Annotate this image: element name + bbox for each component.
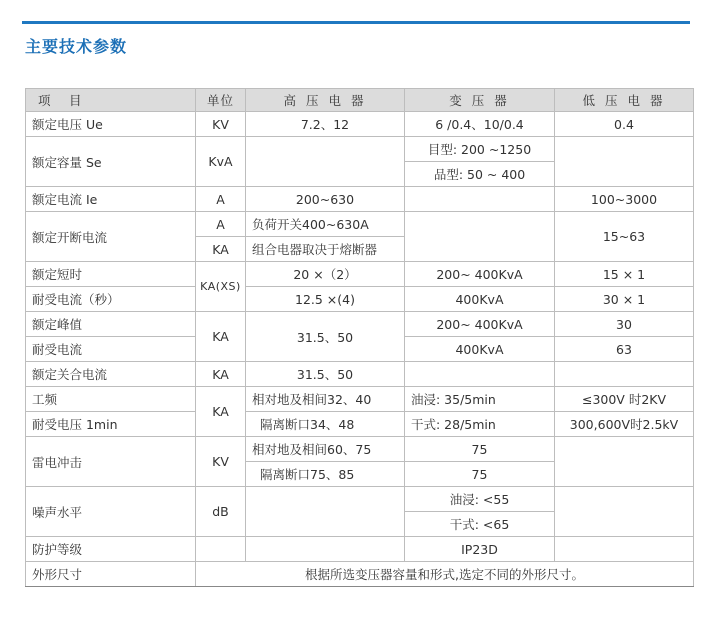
table-row [26,112,694,137]
tr-cell: 400KvA [405,337,555,362]
unit-cell: KA [196,312,246,362]
header-row [26,89,694,112]
row-label: 额定峰值 [26,312,196,337]
hv-cell: 组合电器取决于熔断器 [246,237,405,262]
page-title: 主要技术参数 [25,37,128,56]
row-label: 额定短时 [26,262,196,287]
table-row [26,312,694,337]
table-row [26,562,694,587]
table-row [26,487,694,512]
lv-cell-empty [555,437,694,487]
hv-cell-empty [246,137,405,187]
unit-cell: dB [196,487,246,537]
unit-cell: KvA [196,137,246,187]
lv-cell: 15~63 [555,212,694,262]
tr-cell: 75 [405,462,555,487]
dimensions-note: 根据所选变压器容量和形式,选定不同的外形尺寸。 [196,562,694,587]
lv-cell-empty [555,137,694,187]
tr-cell-empty [405,362,555,387]
hv-cell-empty [246,487,405,537]
row-label: 耐受电压 1min [26,412,196,437]
table-row [26,262,694,287]
lv-cell-empty [555,537,694,562]
row-label: 雷电冲击 [26,437,196,487]
unit-cell: KA(XS) [196,262,246,312]
unit-cell: KA [196,387,246,437]
hv-cell: 12.5 ×(4) [246,287,405,312]
row-label: 额定容量 Se [26,137,196,187]
tr-cell: 品型: 50 ~ 400 [405,162,555,187]
hv-cell: 20 ×（2） [246,262,405,287]
tr-cell-empty [405,212,555,262]
tr-cell: 目型: 200 ~1250 [405,137,555,162]
unit-cell: A [196,212,246,237]
tr-cell: 干式: 28/5min [405,412,555,437]
lv-cell: 0.4 [555,112,694,137]
header-unit: 单位 [196,89,246,112]
row-label: 外形尺寸 [26,562,196,587]
table-row [26,412,694,437]
row-label: 额定电流 Ie [26,187,196,212]
tr-cell: 6 /0.4、10/0.4 [405,112,555,137]
tr-cell: 干式: <65 [405,512,555,537]
lv-cell-empty [555,487,694,537]
hv-cell: 7.2、12 [246,112,405,137]
header-transformer: 变 压 器 [405,89,555,112]
lv-cell: 30 × 1 [555,287,694,312]
table-row [26,287,694,312]
hv-cell: 相对地及相间32、40 [246,387,405,412]
spec-table [25,88,694,587]
tr-cell: 400KvA [405,287,555,312]
lv-cell: ≤300V 时2KV [555,387,694,412]
tr-cell: IP23D [405,537,555,562]
table-row [26,212,694,237]
lv-cell: 100~3000 [555,187,694,212]
tr-cell: 200~ 400KvA [405,262,555,287]
row-label: 噪声水平 [26,487,196,537]
row-label: 耐受电流 [26,337,196,362]
table-row [26,137,694,162]
header-lv: 低 压 电 器 [555,89,694,112]
tr-cell: 油浸: <55 [405,487,555,512]
row-label: 防护等级 [26,537,196,562]
hv-cell: 200~630 [246,187,405,212]
hv-cell: 隔离断口75、85 [246,462,405,487]
unit-cell: KA [196,237,246,262]
table-row [26,437,694,462]
hv-cell: 31.5、50 [246,362,405,387]
lv-cell-empty [555,362,694,387]
tr-cell: 油浸: 35/5min [405,387,555,412]
hv-cell: 31.5、50 [246,312,405,362]
header-item: 项 目 [26,89,196,112]
hv-cell: 隔离断口34、48 [246,412,405,437]
table-row [26,362,694,387]
table-row [26,387,694,412]
row-label: 额定开断电流 [26,212,196,262]
table-row [26,537,694,562]
lv-cell: 300,600V时2.5kV [555,412,694,437]
table-row [26,187,694,212]
tr-cell: 75 [405,437,555,462]
header-hv: 高 压 电 器 [246,89,405,112]
row-label: 额定电压 Ue [26,112,196,137]
lv-cell: 30 [555,312,694,337]
lv-cell: 15 × 1 [555,262,694,287]
unit-cell: KV [196,112,246,137]
top-accent-bar [22,21,690,24]
lv-cell: 63 [555,337,694,362]
unit-cell: KA [196,362,246,387]
tr-cell: 200~ 400KvA [405,312,555,337]
hv-cell-empty [246,537,405,562]
row-label: 耐受电流（秒） [26,287,196,312]
row-label: 工频 [26,387,196,412]
hv-cell: 负荷开关400~630A [246,212,405,237]
tr-cell-empty [405,187,555,212]
row-label: 额定关合电流 [26,362,196,387]
hv-cell: 相对地及相间60、75 [246,437,405,462]
unit-cell-empty [196,537,246,562]
unit-cell: A [196,187,246,212]
unit-cell: KV [196,437,246,487]
